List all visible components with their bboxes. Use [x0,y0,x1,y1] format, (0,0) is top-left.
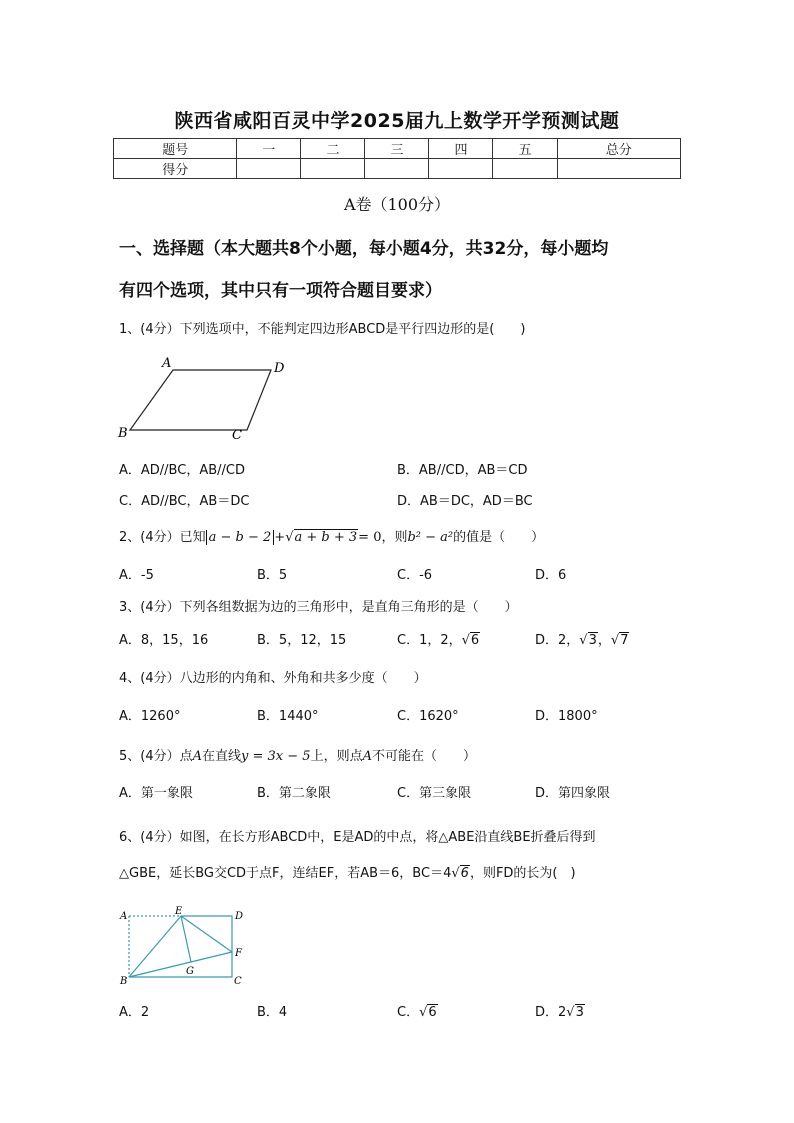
sqrt-value: 6 [460,866,469,881]
score-header-cell: 三 [365,139,429,159]
question-6-stem-line1: 6、(4分）如图，在长方形ABCD中，E是AD的中点，将△ABE沿直线BE折叠后得到 [119,830,596,845]
score-cell[interactable] [301,159,365,179]
figure-label: A [120,911,128,922]
stem-text: 在直线 [202,749,242,764]
sqrt-symbol: √ [461,633,470,648]
score-header-cell: 五 [493,139,557,159]
volume-heading: A卷（100分） [343,195,451,214]
score-header-cell: 一 [237,139,301,159]
score-row-label: 得分 [114,159,237,179]
figure-label: A [162,356,172,371]
parallelogram-figure [115,352,295,444]
line-equation: y = 3x − 5 [241,749,311,764]
equals-expression: = 0 [358,530,382,545]
sqrt-symbol: √ [285,530,294,545]
question-3-stem: 3、(4分）下列各组数据为边的三角形中，是直角三角形的是（ ） [119,600,518,615]
option-b[interactable]: B．1440° [257,709,319,724]
option-d[interactable] [535,1001,585,1020]
score-table [113,138,681,179]
sqrt-symbol: √ [419,1005,428,1020]
figure-label: C [234,976,242,987]
score-table-score-row [114,159,681,179]
stem-text: ，则 [381,530,408,545]
option-text: ， [597,633,611,648]
stem-text: △GBE，延长BG交CD于点F，连结EF，若AB＝6，BC＝4 [119,866,452,881]
score-header-cell: 二 [301,139,365,159]
sqrt-symbol: √ [451,866,460,881]
option-c[interactable] [397,629,480,648]
option-a[interactable]: A．2 [119,1005,150,1020]
option-b[interactable]: B．AB//CD，AB＝CD [397,463,528,478]
sqrt-value: 3 [575,1005,584,1020]
option-a[interactable]: A．AD//BC，AB//CD [119,463,245,478]
question-5-stem [119,745,476,764]
point-var: A [192,749,203,764]
option-b[interactable]: B．4 [257,1005,288,1020]
option-b[interactable]: B．5 [257,568,288,583]
figure-label: C [232,428,242,443]
figure-label: B [120,976,128,987]
sqrt-symbol: √ [579,633,588,648]
option-b[interactable]: B．第二象限 [257,786,331,801]
option-text: C．1，2， [397,633,462,648]
score-header-cell: 题号 [114,139,237,159]
sqrt-value: 7 [620,633,629,648]
score-header-cell: 总分 [557,139,681,159]
option-d[interactable]: D．1800° [535,709,598,724]
stem-text: 不可能在（ ） [371,749,476,764]
stem-text: 上，则点 [310,749,363,764]
option-a[interactable]: A．第一象限 [119,786,193,801]
sqrt-value: 6 [470,633,480,648]
question-2-stem [119,526,544,545]
target-expression: b² − a² [407,530,454,545]
rectangle-fold-figure [115,904,250,990]
question-4-stem: 4、(4分）八边形的内角和、外角和共多少度（ ） [119,671,427,686]
figure-label: B [118,426,128,441]
sqrt-expression: a + b + 3 [294,530,358,545]
option-c[interactable]: C．AD//BC，AB＝DC [119,494,250,509]
score-header-cell: 四 [429,139,493,159]
stem-text: 2、(4分）已知 [119,530,206,545]
plus-sign: + [274,530,286,545]
figure-label: D [235,911,244,922]
score-cell[interactable] [493,159,557,179]
section-heading-line1: 一、选择题（本大题共8个小题，每小题4分，共32分，每小题均 [119,239,609,259]
abs-expression: a − b − 2 [206,530,275,545]
sqrt-value: 6 [428,1005,437,1020]
figure-label: G [186,966,194,977]
point-var: A [362,749,372,764]
figure-label: D [274,361,285,376]
score-cell[interactable] [365,159,429,179]
option-d[interactable] [535,629,629,648]
sqrt-symbol: √ [610,633,620,648]
option-text: D．2 [535,1005,567,1020]
sqrt-value: 3 [588,633,597,648]
option-b[interactable]: B．5，12，15 [257,633,347,648]
option-d[interactable]: D．AB＝DC，AD＝BC [397,494,533,509]
option-text: C． [397,1005,420,1020]
score-cell[interactable] [557,159,681,179]
question-6-stem-line2 [119,862,576,881]
question-1-stem: 1、(4分）下列选项中，不能判定四边形ABCD是平行四边形的是( ) [119,322,526,337]
option-c[interactable]: C．1620° [397,709,459,724]
section-heading-line2: 有四个选项，其中只有一项符合题目要求） [119,281,442,301]
option-a[interactable]: A．8，15，16 [119,633,209,648]
figure-label: E [175,906,183,917]
stem-text: 5、(4分）点 [119,749,193,764]
option-a[interactable]: A．1260° [119,709,181,724]
option-d[interactable]: D．第四象限 [535,786,611,801]
option-c[interactable]: C．-6 [397,568,433,583]
score-cell[interactable] [429,159,493,179]
score-table-header-row [114,139,681,159]
figure-label: F [235,948,242,959]
page-title: 陕西省咸阳百灵中学2025届九上数学开学预测试题 [174,110,620,132]
option-c[interactable]: C．第三象限 [397,786,472,801]
stem-text: ，则FD的长为( ) [469,866,576,881]
option-text: D．2， [535,633,580,648]
option-d[interactable]: D．6 [535,568,567,583]
score-cell[interactable] [237,159,301,179]
stem-text: 的值是（ ） [453,530,545,545]
option-c[interactable] [397,1001,438,1020]
sqrt-symbol: √ [566,1005,575,1020]
option-a[interactable]: A．-5 [119,568,154,583]
